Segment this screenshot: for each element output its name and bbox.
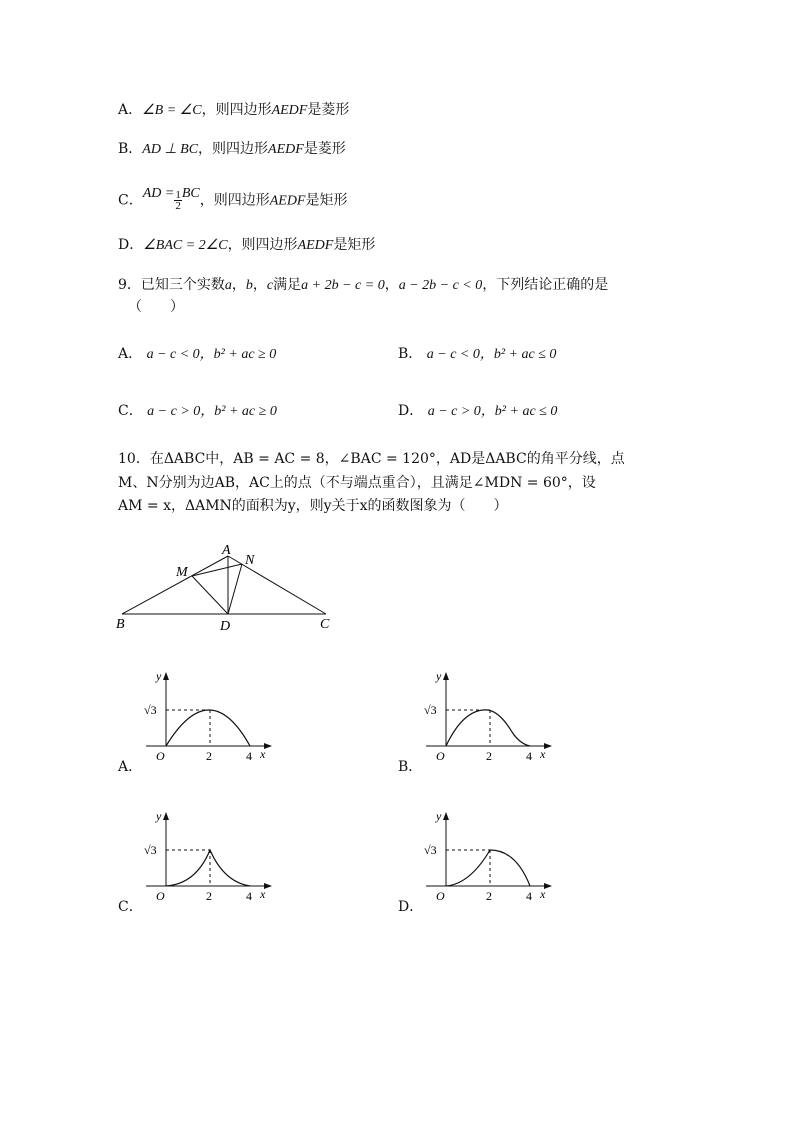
curve-a [166,710,250,746]
graph-option-d [420,808,560,902]
graph-c-label: C． [118,899,143,915]
graph-a-label: A． [118,759,143,775]
fraction-one-half: $\frac{1}{2}$ [175,189,181,212]
graph-d-label: D． [398,899,424,915]
curve-b [446,710,530,746]
svg-text:O: O [156,889,165,902]
label-n: N [245,553,255,568]
svg-text:2: 2 [486,749,492,762]
triangle-figure [112,538,342,634]
graph-option-c [140,808,280,902]
q8-option-b: B．AD ⊥ BC，则四边形AEDF是菱形 [118,141,346,157]
svg-text:x: x [540,747,546,761]
svg-text:2: 2 [206,749,212,762]
svg-text:4: 4 [246,749,252,762]
q9-option-a: A． a − c < 0，b² + ac ≥ 0 [118,346,277,362]
q10-stem-line3: AM = x，ΔAMN的面积为y，则y关于x的函数图象为（ ） [118,498,508,514]
svg-text:2: 2 [486,889,492,902]
svg-text:4: 4 [246,889,252,902]
svg-text:y: y [436,809,442,823]
curve-c [166,850,250,886]
svg-text:x: x [260,887,266,901]
svg-text:√3: √3 [144,843,157,857]
graph-option-a [140,668,280,762]
svg-text:O: O [156,749,165,762]
curve-d [446,850,530,886]
label-a: A [222,543,231,558]
q10-stem-line2: M、N分别为边AB，AC上的点（不与端点重合），且满足∠MDN = 60°，设 [118,475,596,491]
label-m: M [176,565,188,580]
q10-stem-line1: 10．在ΔABC中，AB = AC = 8，∠BAC = 120°，AD是ΔABC的角平分线，点 [118,451,625,467]
graph-option-b [420,668,560,762]
q9-option-c: C． a − c > 0，b² + ac ≥ 0 [118,403,277,419]
svg-text:√3: √3 [144,703,157,717]
graph-b-label: B． [398,759,423,775]
q8-option-d: D．∠BAC = 2∠C，则四边形AEDF是矩形 [118,237,376,253]
q8-option-a: A．∠B = ∠C，则四边形AEDF是菱形 [118,102,350,118]
svg-text:4: 4 [526,749,532,762]
svg-text:x: x [540,887,546,901]
svg-text:y: y [156,669,162,683]
q9-option-b: B． a − c < 0，b² + ac ≤ 0 [398,346,557,362]
q9-stem: 9．已知三个实数a，b，c满足a + 2b − c = 0，a − 2b − c < 0，下列结论正确的是 [118,277,609,293]
svg-text:y: y [436,669,442,683]
svg-text:y: y [156,809,162,823]
label-d: D [220,619,231,634]
label-b: B [116,617,125,632]
label-c: C [320,617,330,632]
svg-text:√3: √3 [424,703,437,717]
svg-text:4: 4 [526,889,532,902]
svg-text:x: x [260,747,266,761]
q9-answer-paren: （ ） [128,299,184,315]
q8-option-c: C．AD = $\frac{1}{2}$ BC，则四边形AEDF是矩形 [118,185,348,212]
svg-text:2: 2 [206,889,212,902]
svg-text:O: O [436,889,445,902]
q9-option-d: D． a − c > 0，b² + ac ≤ 0 [398,403,558,419]
svg-text:O: O [436,749,445,762]
svg-text:√3: √3 [424,843,437,857]
